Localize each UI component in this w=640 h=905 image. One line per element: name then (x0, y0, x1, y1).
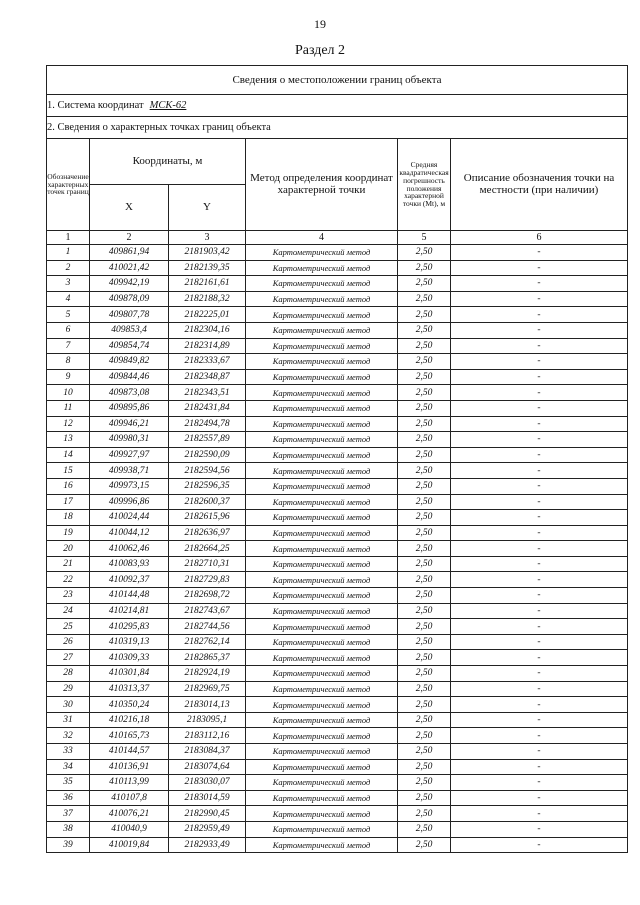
accuracy: 2,50 (398, 525, 451, 541)
point-number: 35 (47, 775, 90, 791)
point-number: 25 (47, 619, 90, 635)
header-point-name: Обозначение характерных точек границ (47, 139, 90, 231)
point-number: 33 (47, 744, 90, 760)
coord-y: 2183112,16 (169, 728, 246, 744)
method: Картометрический метод (246, 759, 398, 775)
table-row (47, 416, 628, 432)
coord-y: 2182594,56 (169, 463, 246, 479)
point-number: 18 (47, 510, 90, 526)
accuracy: 2,50 (398, 759, 451, 775)
point-number: 3 (47, 276, 90, 292)
accuracy: 2,50 (398, 744, 451, 760)
point-number: 32 (47, 728, 90, 744)
coord-x: 409807,78 (90, 307, 169, 323)
method: Картометрический метод (246, 276, 398, 292)
coord-x: 410024,44 (90, 510, 169, 526)
accuracy: 2,50 (398, 697, 451, 713)
method: Картометрический метод (246, 837, 398, 853)
description: - (451, 744, 628, 760)
coord-y: 2181903,42 (169, 245, 246, 261)
accuracy: 2,50 (398, 478, 451, 494)
header-method: Метод определения координат характерной точки (246, 139, 398, 231)
method: Картометрический метод (246, 681, 398, 697)
point-number: 26 (47, 634, 90, 650)
accuracy: 2,50 (398, 354, 451, 370)
accuracy: 2,50 (398, 276, 451, 292)
column-number: 3 (169, 231, 246, 245)
coord-y: 2182343,51 (169, 385, 246, 401)
coord-x: 410313,37 (90, 681, 169, 697)
table-row (47, 494, 628, 510)
coord-y: 2182743,67 (169, 603, 246, 619)
method: Картометрический метод (246, 697, 398, 713)
description: - (451, 759, 628, 775)
coord-x: 410107,8 (90, 790, 169, 806)
coord-x: 409942,19 (90, 276, 169, 292)
description: - (451, 338, 628, 354)
description: - (451, 322, 628, 338)
accuracy: 2,50 (398, 369, 451, 385)
table-row (47, 697, 628, 713)
header-x: X (90, 185, 169, 231)
coord-y: 2182557,89 (169, 432, 246, 448)
accuracy: 2,50 (398, 556, 451, 572)
coord-x: 409946,21 (90, 416, 169, 432)
point-number: 14 (47, 447, 90, 463)
description: - (451, 541, 628, 557)
coord-x: 409854,74 (90, 338, 169, 354)
coord-x: 410044,12 (90, 525, 169, 541)
table-row (47, 291, 628, 307)
table-row (47, 541, 628, 557)
table-row (47, 634, 628, 650)
coord-x: 410350,24 (90, 697, 169, 713)
point-number: 39 (47, 837, 90, 853)
coord-y: 2182431,84 (169, 400, 246, 416)
point-number: 16 (47, 478, 90, 494)
table-title: Сведения о местоположении границ объекта (47, 66, 628, 95)
description: - (451, 463, 628, 479)
method: Картометрический метод (246, 728, 398, 744)
point-number: 31 (47, 712, 90, 728)
table-row (47, 245, 628, 261)
coord-x: 409973,15 (90, 478, 169, 494)
coord-x: 410136,91 (90, 759, 169, 775)
method: Картометрический метод (246, 354, 398, 370)
coordinate-system-label: 1. Система координат (47, 100, 144, 111)
point-number: 19 (47, 525, 90, 541)
coord-y: 2182225,01 (169, 307, 246, 323)
accuracy: 2,50 (398, 494, 451, 510)
coord-y: 2182933,49 (169, 837, 246, 853)
point-number: 12 (47, 416, 90, 432)
description: - (451, 603, 628, 619)
accuracy: 2,50 (398, 463, 451, 479)
table-row (47, 790, 628, 806)
point-number: 28 (47, 666, 90, 682)
accuracy: 2,50 (398, 806, 451, 822)
accuracy: 2,50 (398, 821, 451, 837)
description: - (451, 572, 628, 588)
accuracy: 2,50 (398, 432, 451, 448)
coord-y: 2183014,59 (169, 790, 246, 806)
description: - (451, 400, 628, 416)
accuracy: 2,50 (398, 541, 451, 557)
point-number: 36 (47, 790, 90, 806)
table-row (47, 806, 628, 822)
method: Картометрический метод (246, 790, 398, 806)
description: - (451, 697, 628, 713)
table-row (47, 276, 628, 292)
coord-x: 410040,9 (90, 821, 169, 837)
description: - (451, 432, 628, 448)
accuracy: 2,50 (398, 510, 451, 526)
table-row (47, 588, 628, 604)
method: Картометрический метод (246, 525, 398, 541)
table-row (47, 400, 628, 416)
table-row (47, 463, 628, 479)
method: Картометрический метод (246, 510, 398, 526)
table-row (47, 432, 628, 448)
coord-x: 410319,13 (90, 634, 169, 650)
coord-x: 410062,46 (90, 541, 169, 557)
accuracy: 2,50 (398, 338, 451, 354)
point-number: 20 (47, 541, 90, 557)
coord-y: 2182710,31 (169, 556, 246, 572)
table-row (47, 385, 628, 401)
coord-x: 410309,33 (90, 650, 169, 666)
accuracy: 2,50 (398, 307, 451, 323)
point-number: 8 (47, 354, 90, 370)
description: - (451, 276, 628, 292)
coord-x: 410216,18 (90, 712, 169, 728)
table-row (47, 603, 628, 619)
coord-y: 2182348,87 (169, 369, 246, 385)
table-row (47, 775, 628, 791)
table-row (47, 821, 628, 837)
method: Картометрический метод (246, 556, 398, 572)
coord-x: 409861,94 (90, 245, 169, 261)
point-number: 7 (47, 338, 90, 354)
accuracy: 2,50 (398, 712, 451, 728)
method: Картометрический метод (246, 447, 398, 463)
accuracy: 2,50 (398, 837, 451, 853)
method: Картометрический метод (246, 775, 398, 791)
coord-y: 2182924,19 (169, 666, 246, 682)
method: Картометрический метод (246, 385, 398, 401)
description: - (451, 385, 628, 401)
accuracy: 2,50 (398, 634, 451, 650)
coord-x: 410092,37 (90, 572, 169, 588)
table-row (47, 728, 628, 744)
table-row (47, 744, 628, 760)
method: Картометрический метод (246, 478, 398, 494)
description: - (451, 821, 628, 837)
table-row (47, 478, 628, 494)
description: - (451, 416, 628, 432)
description: - (451, 369, 628, 385)
points-heading: 2. Сведения о характерных точках границ объекта (47, 117, 628, 139)
table-row (47, 322, 628, 338)
accuracy: 2,50 (398, 790, 451, 806)
point-number: 1 (47, 245, 90, 261)
description: - (451, 775, 628, 791)
description: - (451, 712, 628, 728)
method: Картометрический метод (246, 416, 398, 432)
coord-y: 2183074,64 (169, 759, 246, 775)
coord-x: 410076,21 (90, 806, 169, 822)
header-y: Y (169, 185, 246, 231)
accuracy: 2,50 (398, 603, 451, 619)
point-number: 4 (47, 291, 90, 307)
header-coordinates: Координаты, м (90, 139, 246, 185)
method: Картометрический метод (246, 400, 398, 416)
description: - (451, 291, 628, 307)
accuracy: 2,50 (398, 416, 451, 432)
coord-x: 410021,42 (90, 260, 169, 276)
description: - (451, 806, 628, 822)
coord-y: 2182333,67 (169, 354, 246, 370)
accuracy: 2,50 (398, 728, 451, 744)
column-number: 6 (451, 231, 628, 245)
method: Картометрический метод (246, 463, 398, 479)
coord-y: 2182969,75 (169, 681, 246, 697)
accuracy: 2,50 (398, 400, 451, 416)
column-number: 4 (246, 231, 398, 245)
coord-y: 2182590,09 (169, 447, 246, 463)
coord-y: 2182188,32 (169, 291, 246, 307)
coord-y: 2182600,37 (169, 494, 246, 510)
coord-y: 2182865,37 (169, 650, 246, 666)
column-numbers-row (47, 231, 628, 245)
description: - (451, 666, 628, 682)
coord-x: 410083,93 (90, 556, 169, 572)
coord-x: 409873,08 (90, 385, 169, 401)
coord-y: 2182314,89 (169, 338, 246, 354)
method: Картометрический метод (246, 369, 398, 385)
coord-x: 409927,97 (90, 447, 169, 463)
point-number: 38 (47, 821, 90, 837)
method: Картометрический метод (246, 260, 398, 276)
accuracy: 2,50 (398, 447, 451, 463)
accuracy: 2,50 (398, 572, 451, 588)
description: - (451, 634, 628, 650)
coord-x: 409844,46 (90, 369, 169, 385)
coordinate-system-row (47, 95, 628, 117)
accuracy: 2,50 (398, 245, 451, 261)
coordinate-system-value: МСК-62 (149, 100, 187, 111)
point-number: 10 (47, 385, 90, 401)
point-number: 17 (47, 494, 90, 510)
point-number: 23 (47, 588, 90, 604)
point-number: 11 (47, 400, 90, 416)
description: - (451, 588, 628, 604)
accuracy: 2,50 (398, 291, 451, 307)
description: - (451, 525, 628, 541)
description: - (451, 728, 628, 744)
coord-y: 2182744,56 (169, 619, 246, 635)
table-row (47, 556, 628, 572)
point-number: 9 (47, 369, 90, 385)
table-row (47, 260, 628, 276)
coord-y: 2182161,61 (169, 276, 246, 292)
method: Картометрический метод (246, 572, 398, 588)
section-title: Раздел 2 (294, 43, 346, 58)
table-row (47, 681, 628, 697)
coord-x: 410144,57 (90, 744, 169, 760)
coord-y: 2182636,97 (169, 525, 246, 541)
method: Картометрический метод (246, 541, 398, 557)
method: Картометрический метод (246, 322, 398, 338)
method: Картометрический метод (246, 634, 398, 650)
method: Картометрический метод (246, 712, 398, 728)
column-number: 2 (90, 231, 169, 245)
description: - (451, 260, 628, 276)
coord-y: 2182990,45 (169, 806, 246, 822)
coord-x: 410214,81 (90, 603, 169, 619)
accuracy: 2,50 (398, 385, 451, 401)
description: - (451, 650, 628, 666)
coord-x: 410144,48 (90, 588, 169, 604)
table-row (47, 447, 628, 463)
accuracy: 2,50 (398, 588, 451, 604)
boundary-points-table (46, 65, 628, 853)
coord-x: 409849,82 (90, 354, 169, 370)
table-row (47, 837, 628, 853)
coord-y: 2182596,35 (169, 478, 246, 494)
coord-x: 409895,86 (90, 400, 169, 416)
point-number: 37 (47, 806, 90, 822)
method: Картометрический метод (246, 744, 398, 760)
description: - (451, 245, 628, 261)
method: Картометрический метод (246, 619, 398, 635)
description: - (451, 510, 628, 526)
coord-y: 2182615,96 (169, 510, 246, 526)
column-number: 5 (398, 231, 451, 245)
method: Картометрический метод (246, 494, 398, 510)
accuracy: 2,50 (398, 260, 451, 276)
coord-y: 2182304,16 (169, 322, 246, 338)
method: Картометрический метод (246, 291, 398, 307)
coord-x: 410165,73 (90, 728, 169, 744)
page-number: 19 (314, 17, 326, 31)
coord-x: 410295,83 (90, 619, 169, 635)
method: Картометрический метод (246, 650, 398, 666)
header-accuracy: Средняя квадратическая погрешность положения характерной точки (Mt), м (398, 139, 451, 231)
point-number: 2 (47, 260, 90, 276)
description: - (451, 494, 628, 510)
point-number: 34 (47, 759, 90, 775)
table-row (47, 619, 628, 635)
description: - (451, 307, 628, 323)
accuracy: 2,50 (398, 681, 451, 697)
description: - (451, 478, 628, 494)
point-number: 13 (47, 432, 90, 448)
coord-x: 410113,99 (90, 775, 169, 791)
table-row (47, 369, 628, 385)
table-row (47, 510, 628, 526)
coord-x: 410019,84 (90, 837, 169, 853)
method: Картометрический метод (246, 432, 398, 448)
description: - (451, 447, 628, 463)
method: Картометрический метод (246, 338, 398, 354)
table-row (47, 338, 628, 354)
table-row (47, 572, 628, 588)
coord-x: 409980,31 (90, 432, 169, 448)
coord-y: 2182959,49 (169, 821, 246, 837)
point-number: 30 (47, 697, 90, 713)
coord-y: 2182762,14 (169, 634, 246, 650)
coord-y: 2182494,78 (169, 416, 246, 432)
description: - (451, 790, 628, 806)
coord-x: 409996,86 (90, 494, 169, 510)
description: - (451, 837, 628, 853)
point-number: 5 (47, 307, 90, 323)
accuracy: 2,50 (398, 775, 451, 791)
method: Картометрический метод (246, 603, 398, 619)
table-row (47, 525, 628, 541)
table-row (47, 712, 628, 728)
point-number: 27 (47, 650, 90, 666)
coord-y: 2182698,72 (169, 588, 246, 604)
point-number: 21 (47, 556, 90, 572)
coord-x: 410301,84 (90, 666, 169, 682)
accuracy: 2,50 (398, 650, 451, 666)
coord-y: 2183084,37 (169, 744, 246, 760)
description: - (451, 619, 628, 635)
method: Картометрический метод (246, 307, 398, 323)
coord-y: 2183030,07 (169, 775, 246, 791)
coord-y: 2182139,35 (169, 260, 246, 276)
point-number: 29 (47, 681, 90, 697)
column-number: 1 (47, 231, 90, 245)
header-description: Описание обозначения точки на местности (при наличии) (451, 139, 628, 231)
coord-y: 2182664,25 (169, 541, 246, 557)
table-row (47, 307, 628, 323)
method: Картометрический метод (246, 666, 398, 682)
coord-y: 2183014,13 (169, 697, 246, 713)
coord-x: 409878,09 (90, 291, 169, 307)
description: - (451, 556, 628, 572)
coord-y: 2183095,1 (169, 712, 246, 728)
accuracy: 2,50 (398, 619, 451, 635)
description: - (451, 681, 628, 697)
method: Картометрический метод (246, 245, 398, 261)
method: Картометрический метод (246, 588, 398, 604)
table-row (47, 650, 628, 666)
table-row (47, 354, 628, 370)
method: Картометрический метод (246, 806, 398, 822)
accuracy: 2,50 (398, 666, 451, 682)
coord-x: 409853,4 (90, 322, 169, 338)
coord-x: 409938,71 (90, 463, 169, 479)
accuracy: 2,50 (398, 322, 451, 338)
coord-y: 2182729,83 (169, 572, 246, 588)
description: - (451, 354, 628, 370)
point-number: 22 (47, 572, 90, 588)
point-number: 24 (47, 603, 90, 619)
point-number: 6 (47, 322, 90, 338)
table-row (47, 666, 628, 682)
point-number: 15 (47, 463, 90, 479)
table-row (47, 759, 628, 775)
method: Картометрический метод (246, 821, 398, 837)
